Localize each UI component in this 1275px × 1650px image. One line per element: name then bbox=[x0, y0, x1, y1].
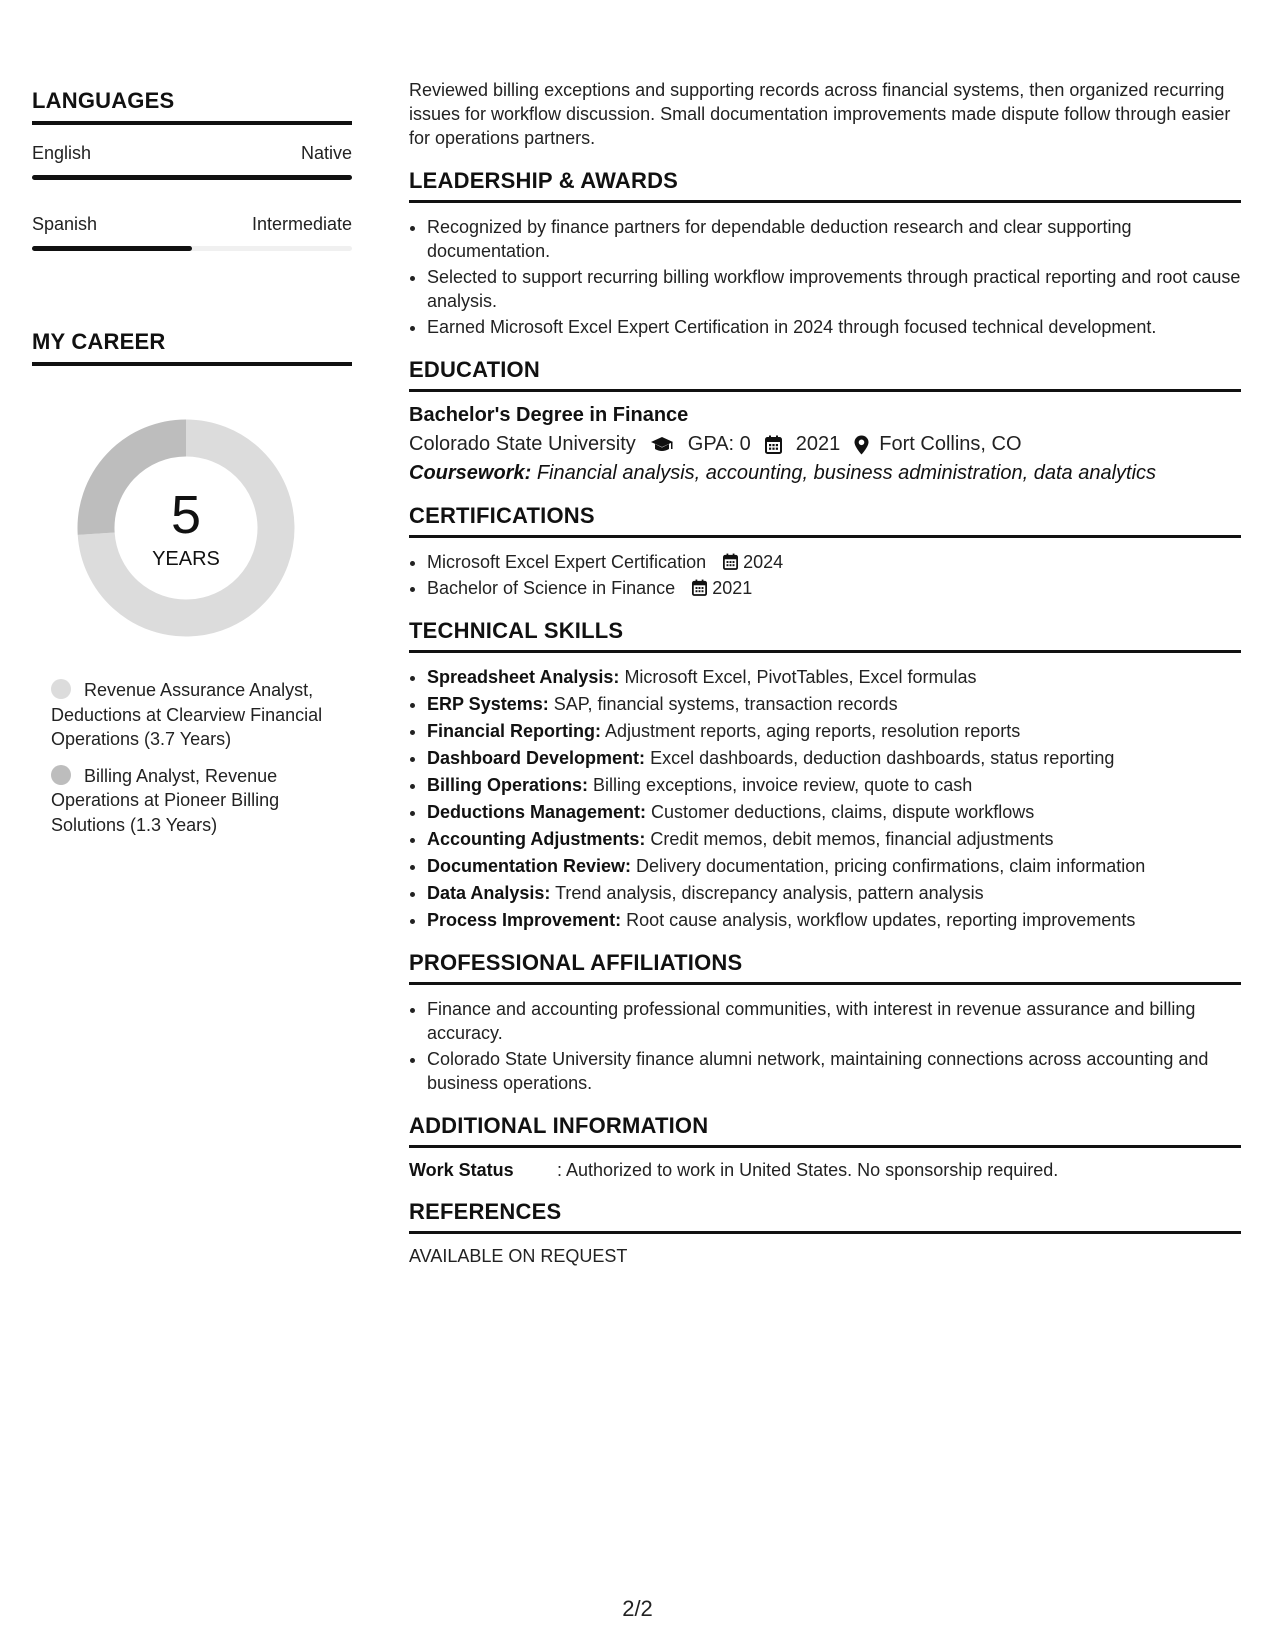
languages-heading: LANGUAGES bbox=[32, 88, 352, 125]
skill-item bbox=[427, 908, 1241, 932]
certifications-list bbox=[409, 550, 1241, 600]
language-proficiency-fill bbox=[32, 175, 352, 180]
language-name: Spanish bbox=[32, 214, 98, 234]
skill-item bbox=[427, 827, 1241, 851]
additional-heading: ADDITIONAL INFORMATION bbox=[409, 1113, 1241, 1148]
legend-dot bbox=[51, 679, 71, 699]
certification-year: 2021 bbox=[712, 578, 753, 598]
certifications-heading: CERTIFICATIONS bbox=[409, 503, 1241, 538]
certifications-section bbox=[409, 503, 1241, 600]
education-year: 2021 bbox=[795, 433, 841, 455]
skill-label: Billing Operations: bbox=[427, 775, 589, 795]
left-column bbox=[32, 88, 352, 849]
skills-section bbox=[409, 618, 1241, 932]
affiliations-section bbox=[409, 950, 1241, 1095]
skill-item bbox=[427, 746, 1241, 770]
donut-center bbox=[66, 408, 306, 648]
additional-section bbox=[409, 1113, 1241, 1181]
skill-label: Documentation Review: bbox=[427, 856, 632, 876]
career-legend bbox=[51, 678, 352, 837]
leadership-heading: LEADERSHIP & AWARDS bbox=[409, 168, 1241, 203]
certification-item bbox=[427, 576, 1241, 600]
leadership-item: • Earned Microsoft Excel Expert Certification in 2024 through focused technical development. bbox=[427, 315, 1241, 339]
skill-label: Process Improvement: bbox=[427, 910, 622, 930]
education-coursework bbox=[409, 462, 1241, 485]
leadership-item: • Recognized by finance partners for dependable deduction research and clear supporting documentation. bbox=[427, 215, 1241, 263]
work-status-value: : Authorized to work in United States. No sponsorship required. bbox=[557, 1160, 1059, 1180]
skill-item bbox=[427, 854, 1241, 878]
language-item bbox=[32, 143, 352, 180]
leadership-item: • Selected to support recurring billing workflow improvements through practical reporting and root cause analysis. bbox=[427, 265, 1241, 313]
language-proficiency-bar bbox=[32, 246, 352, 251]
work-status-row bbox=[409, 1160, 1241, 1181]
career-donut-chart bbox=[66, 408, 306, 648]
education-degree: Bachelor's Degree in Finance bbox=[409, 404, 689, 426]
education-details bbox=[409, 433, 1241, 456]
skills-heading: TECHNICAL SKILLS bbox=[409, 618, 1241, 653]
affiliations-list bbox=[409, 997, 1241, 1095]
coursework-text: Financial analysis, accounting, business administration, data analytics bbox=[536, 462, 1157, 484]
career-legend-text: Billing Analyst, Revenue Operations at Pioneer Billing Solutions (1.3 Years) bbox=[51, 765, 280, 835]
leadership-section bbox=[409, 168, 1241, 339]
skill-label: Accounting Adjustments: bbox=[427, 829, 646, 849]
leadership-list bbox=[409, 215, 1241, 339]
map-pin-icon bbox=[854, 435, 869, 455]
skill-label: Spreadsheet Analysis: bbox=[427, 667, 620, 687]
certification-year: 2024 bbox=[743, 552, 784, 572]
skill-item bbox=[427, 881, 1241, 905]
references-heading: REFERENCES bbox=[409, 1199, 1241, 1234]
skills-list bbox=[409, 665, 1241, 932]
skill-label: Dashboard Development: bbox=[427, 748, 646, 768]
skill-item bbox=[427, 665, 1241, 689]
language-item bbox=[32, 214, 352, 251]
references-text: AVAILABLE ON REQUEST bbox=[409, 1246, 628, 1266]
references-section bbox=[409, 1199, 1241, 1267]
calendar-icon bbox=[723, 553, 738, 570]
affiliation-item: • Colorado State University finance alumni network, maintaining connections across accounting and business operations. bbox=[427, 1047, 1241, 1095]
affiliation-item: • Finance and accounting professional communities, with interest in revenue assurance and billing accuracy. bbox=[427, 997, 1241, 1045]
calendar-icon bbox=[692, 579, 707, 596]
skill-item bbox=[427, 692, 1241, 716]
experience-continuation: Reviewed billing exceptions and supporting records across financial systems, then organized recurring issues for workflow discussion. Small documentation improvements made dispute follow through easier for operations partners. bbox=[409, 80, 1231, 148]
education-gpa: GPA: 0 bbox=[687, 433, 751, 455]
education-section bbox=[409, 357, 1241, 485]
skill-label: Data Analysis: bbox=[427, 883, 551, 903]
career-years-number: 5 bbox=[170, 485, 202, 545]
language-proficiency-bar bbox=[32, 175, 352, 180]
certification-item bbox=[427, 550, 1241, 574]
graduation-cap-icon bbox=[650, 436, 674, 454]
education-heading: EDUCATION bbox=[409, 357, 1241, 392]
language-name: English bbox=[32, 143, 92, 163]
career-section bbox=[32, 329, 352, 837]
page-number: 2/2 bbox=[622, 1596, 653, 1621]
language-level: Native bbox=[300, 143, 352, 163]
skill-value: Customer deductions, claims, dispute workflows bbox=[651, 802, 1035, 822]
skill-value: SAP, financial systems, transaction records bbox=[553, 694, 898, 714]
skill-value: Excel dashboards, deduction dashboards, status reporting bbox=[650, 748, 1115, 768]
skill-item bbox=[427, 800, 1241, 824]
certification-name: Microsoft Excel Expert Certification bbox=[427, 552, 707, 572]
career-legend-text: Revenue Assurance Analyst, Deductions at Clearview Financial Operations (3.7 Years) bbox=[51, 680, 323, 749]
skill-value: Root cause analysis, workflow updates, reporting improvements bbox=[626, 910, 1136, 930]
skill-value: Trend analysis, discrepancy analysis, pattern analysis bbox=[555, 883, 984, 903]
skill-item bbox=[427, 773, 1241, 797]
calendar-icon bbox=[765, 435, 782, 454]
career-heading: MY CAREER bbox=[32, 329, 352, 366]
coursework-label: Coursework: bbox=[409, 462, 532, 484]
work-status-label: Work Status bbox=[409, 1160, 514, 1180]
legend-dot bbox=[51, 765, 71, 785]
right-column bbox=[409, 78, 1241, 1285]
skill-value: Adjustment reports, aging reports, resolution reports bbox=[605, 721, 1021, 741]
skill-value: Billing exceptions, invoice review, quote to cash bbox=[593, 775, 973, 795]
affiliations-heading: PROFESSIONAL AFFILIATIONS bbox=[409, 950, 1241, 985]
skill-value: Microsoft Excel, PivotTables, Excel formulas bbox=[624, 667, 977, 687]
education-school: Colorado State University bbox=[409, 433, 636, 455]
career-legend-item bbox=[51, 764, 352, 838]
skill-label: Deductions Management: bbox=[427, 802, 647, 822]
skill-value: Credit memos, debit memos, financial adjustments bbox=[650, 829, 1054, 849]
career-years-label: YEARS bbox=[152, 548, 220, 570]
skill-item bbox=[427, 719, 1241, 743]
skill-label: ERP Systems: bbox=[427, 694, 549, 714]
language-proficiency-fill bbox=[32, 246, 192, 251]
certification-name: Bachelor of Science in Finance bbox=[427, 578, 676, 598]
career-legend-item bbox=[51, 678, 352, 752]
language-level: Intermediate bbox=[251, 214, 352, 234]
skill-label: Financial Reporting: bbox=[427, 721, 602, 741]
education-location: Fort Collins, CO bbox=[879, 433, 1022, 455]
skill-value: Delivery documentation, pricing confirmations, claim information bbox=[636, 856, 1146, 876]
